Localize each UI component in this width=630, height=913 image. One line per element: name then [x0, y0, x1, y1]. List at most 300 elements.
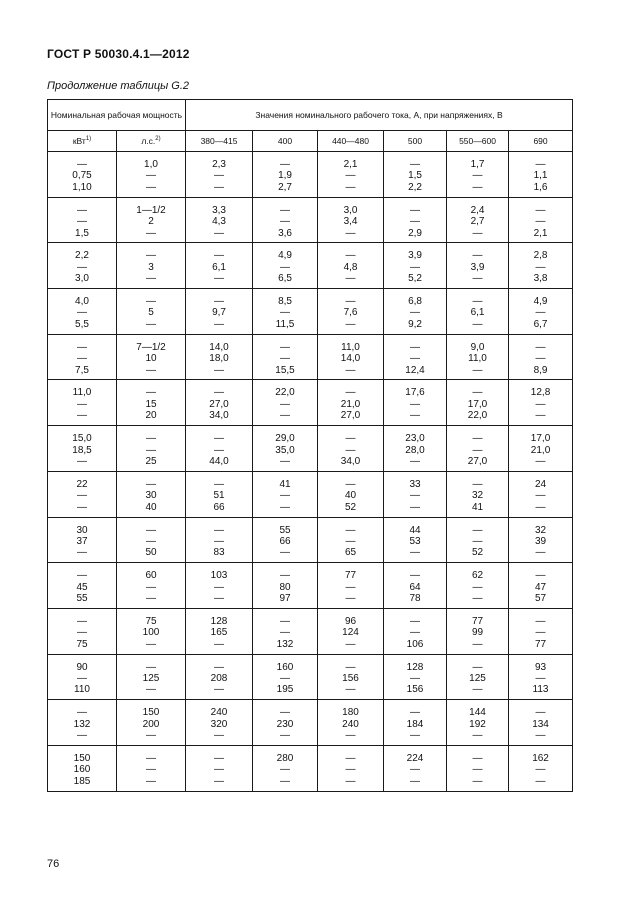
table-cell — [48, 700, 117, 746]
cell-value: — — [535, 341, 546, 353]
cell-value: — — [410, 764, 421, 776]
cell-value: 6,5 — [278, 273, 292, 285]
cell-value: 35,0 — [275, 444, 295, 456]
table-cell — [318, 745, 384, 791]
cell-value: 8,5 — [278, 296, 292, 308]
table-cell — [117, 471, 186, 517]
cell-value: — — [472, 444, 483, 456]
cell-value: — — [410, 672, 421, 684]
cell-value: — — [146, 752, 156, 764]
cell-value: — — [214, 433, 225, 445]
cell-value: 100 — [142, 627, 160, 639]
cell-value: — — [472, 535, 483, 547]
cell-value: — — [146, 170, 156, 182]
table-cell — [117, 334, 186, 380]
cell-value: — — [146, 433, 156, 445]
cell-value: 29,0 — [275, 433, 295, 445]
cell-value: — — [410, 547, 421, 559]
cell-value: 5 — [148, 307, 154, 319]
cell-value: — — [214, 250, 225, 262]
cell-value: — — [535, 627, 546, 639]
cell-value: — — [214, 524, 225, 536]
cell-value: — — [214, 775, 225, 787]
cell-value: 2,7 — [470, 216, 485, 228]
cell-value: — — [410, 353, 421, 365]
table-cell — [186, 197, 253, 243]
cell-value: 8,9 — [533, 364, 548, 376]
cell-value: — — [146, 661, 156, 673]
cell-value: — — [146, 524, 156, 536]
cell-value: 1,0 — [144, 159, 158, 170]
cell-value: — — [77, 501, 87, 513]
cell-value: 3,9 — [408, 250, 422, 262]
table-cell — [48, 152, 117, 198]
cell-value: 103 — [210, 570, 228, 582]
cell-value: 6,1 — [212, 261, 226, 273]
cell-value: — — [280, 204, 291, 216]
cell-value: — — [535, 410, 546, 422]
cell-value: 66 — [213, 501, 225, 513]
table-cell — [384, 471, 447, 517]
cell-value: — — [77, 455, 87, 467]
cell-value: — — [345, 296, 356, 308]
table-row — [48, 654, 573, 700]
cell-value: — — [345, 250, 356, 262]
cell-value: 27,0 — [467, 455, 488, 467]
cell-value: — — [345, 764, 356, 776]
cell-value: — — [410, 398, 421, 410]
kw-label: кВт — [72, 136, 86, 146]
cell-value: — — [345, 730, 356, 742]
cell-value: 0,75 — [72, 170, 92, 182]
cell-value: 50 — [145, 547, 157, 559]
table-cell — [253, 380, 318, 426]
cell-value: — — [214, 581, 225, 593]
cell-value: 66 — [279, 535, 291, 547]
table-cell — [117, 654, 186, 700]
cell-value: — — [410, 159, 421, 170]
cell-value: 150 — [142, 707, 160, 719]
cell-value: 7,5 — [75, 364, 89, 376]
cell-value: 15,0 — [72, 433, 92, 445]
table-cell — [48, 243, 117, 289]
cell-value: 160 — [73, 764, 91, 776]
cell-value: 132 — [73, 718, 91, 730]
cell-value: 1,6 — [533, 181, 548, 193]
cell-value: — — [535, 159, 546, 170]
cell-value: — — [214, 273, 225, 285]
table-cell — [447, 608, 509, 654]
cell-value: — — [472, 273, 483, 285]
cell-value: — — [214, 296, 225, 308]
cell-value: — — [345, 387, 356, 399]
cell-value: 1,10 — [72, 181, 92, 193]
cell-value: 41 — [471, 501, 484, 513]
page-number: 76 — [47, 858, 60, 870]
cell-value: 180 — [342, 707, 359, 719]
cell-value: — — [214, 661, 225, 673]
cell-value: — — [535, 261, 546, 273]
cell-value: — — [146, 227, 156, 239]
cell-value: — — [345, 227, 356, 239]
cell-value: — — [472, 387, 483, 399]
table-cell — [186, 517, 253, 563]
cell-value: 240 — [342, 718, 359, 730]
table-cell — [48, 289, 117, 335]
cell-value: 162 — [532, 752, 549, 764]
cell-value: — — [345, 581, 356, 593]
cell-value: — — [146, 775, 156, 787]
table-cell — [318, 608, 384, 654]
table-cell — [318, 152, 384, 198]
cell-value: — — [146, 387, 156, 399]
cell-value: — — [345, 444, 356, 456]
cell-value: 17,6 — [405, 387, 425, 399]
cell-value: — — [77, 410, 87, 422]
table-cell — [447, 745, 509, 791]
table-row — [48, 197, 573, 243]
cell-value: 3,0 — [75, 273, 89, 285]
cell-value: — — [214, 478, 225, 490]
cell-value: 15 — [145, 398, 157, 410]
hp-column-header — [117, 131, 186, 152]
cell-value: 134 — [532, 718, 549, 730]
cell-value: 41 — [279, 478, 291, 490]
cell-value: — — [472, 181, 483, 193]
cell-value: 93 — [534, 661, 547, 673]
table-cell — [509, 563, 573, 609]
table-cell — [318, 471, 384, 517]
cell-value: 160 — [276, 661, 294, 673]
cell-value: 37 — [76, 535, 88, 547]
cell-value: — — [472, 730, 483, 742]
cell-value: — — [535, 615, 546, 627]
cell-value: 30 — [145, 490, 157, 502]
cell-value: — — [214, 181, 225, 193]
table-caption: Продолжение таблицы G.2 — [47, 80, 189, 92]
cell-value: 27,0 — [340, 410, 361, 422]
cell-value: 11,0 — [468, 353, 487, 365]
table-row — [48, 517, 573, 563]
cell-value: 45 — [76, 581, 88, 593]
cell-value: 18,0 — [209, 353, 229, 365]
cell-value: — — [77, 615, 87, 627]
table-cell — [117, 700, 186, 746]
cell-value: 1,7 — [470, 159, 485, 170]
cell-value: — — [345, 684, 356, 696]
cell-value: — — [472, 593, 483, 604]
cell-value: — — [280, 730, 291, 742]
cell-value: 156 — [406, 684, 424, 696]
table-cell — [509, 152, 573, 198]
table-row — [48, 700, 573, 746]
cell-value: 5,2 — [408, 273, 422, 285]
cell-value: — — [472, 661, 483, 673]
current-table — [47, 99, 573, 792]
table-cell — [253, 654, 318, 700]
cell-value: 23,0 — [405, 433, 425, 445]
cell-value: 4,8 — [343, 261, 358, 273]
table-cell — [186, 745, 253, 791]
table-cell — [447, 426, 509, 472]
cell-value: — — [345, 364, 356, 376]
cell-value: — — [280, 307, 291, 319]
voltage-header-4: 500 — [384, 131, 447, 152]
cell-value: 3,3 — [212, 204, 226, 216]
hp-footnote-mark: 2) — [155, 136, 161, 143]
cell-value: — — [214, 764, 225, 776]
cell-value: — — [280, 570, 291, 582]
table-cell — [318, 289, 384, 335]
cell-value: 77 — [534, 638, 547, 650]
cell-value: 55 — [76, 593, 88, 604]
cell-value: 192 — [469, 718, 486, 730]
cell-value: 185 — [73, 775, 91, 787]
table-cell — [384, 700, 447, 746]
table-cell — [117, 152, 186, 198]
cell-value: 17,0 — [467, 398, 488, 410]
cell-value: — — [280, 615, 291, 627]
cell-value: 34,0 — [209, 410, 229, 422]
cell-value: — — [345, 752, 356, 764]
table-cell — [447, 380, 509, 426]
cell-value: 21,0 — [340, 398, 361, 410]
cell-value: 57 — [534, 593, 547, 604]
table-row — [48, 426, 573, 472]
cell-value: — — [410, 627, 421, 639]
cell-value: 165 — [210, 627, 228, 639]
cell-value: — — [535, 672, 546, 684]
table-cell — [186, 243, 253, 289]
cell-value: 2,7 — [278, 181, 292, 193]
cell-value: 75 — [76, 638, 88, 650]
table-cell — [117, 517, 186, 563]
cell-value: 75 — [145, 615, 157, 627]
cell-value: — — [146, 764, 156, 776]
document-title: ГОСТ Р 50030.4.1—2012 — [47, 47, 190, 61]
table-row — [48, 563, 573, 609]
cell-value: 320 — [210, 718, 228, 730]
voltage-header-5: 550—600 — [447, 131, 509, 152]
cell-value: — — [472, 478, 483, 490]
table-cell — [509, 334, 573, 380]
cell-value: — — [472, 638, 483, 650]
cell-value: 52 — [344, 501, 357, 513]
cell-value: 144 — [469, 707, 486, 719]
table-cell — [318, 517, 384, 563]
cell-value: 2,4 — [470, 204, 485, 216]
table-cell — [509, 654, 573, 700]
cell-value: 2,1 — [533, 227, 548, 239]
cell-value: — — [410, 410, 421, 422]
cell-value: — — [535, 216, 546, 228]
cell-value: — — [472, 296, 483, 308]
cell-value: — — [345, 478, 356, 490]
table-cell — [253, 243, 318, 289]
cell-value: 28,0 — [405, 444, 425, 456]
cell-value: 27,0 — [209, 398, 229, 410]
cell-value: — — [77, 341, 87, 353]
table-cell — [186, 471, 253, 517]
cell-value: — — [535, 707, 546, 719]
table-cell — [117, 426, 186, 472]
cell-value: — — [214, 318, 225, 330]
cell-value: — — [280, 764, 291, 776]
table-cell — [48, 197, 117, 243]
cell-value: — — [146, 296, 156, 308]
cell-value: 11,5 — [275, 318, 295, 330]
cell-value: 113 — [532, 684, 549, 696]
table-cell — [117, 745, 186, 791]
table-cell — [509, 243, 573, 289]
cell-value: 2 — [148, 216, 154, 228]
cell-value: — — [535, 775, 546, 787]
cell-value: 3,4 — [343, 216, 358, 228]
table-cell — [384, 243, 447, 289]
cell-value: 200 — [142, 718, 160, 730]
table-cell — [186, 152, 253, 198]
cell-value: 90 — [76, 661, 88, 673]
cell-value: 22 — [76, 478, 88, 490]
table-cell — [318, 243, 384, 289]
cell-value: 125 — [142, 672, 160, 684]
cell-value: 124 — [342, 627, 359, 639]
cell-value: — — [280, 627, 291, 639]
table-cell — [117, 289, 186, 335]
cell-value: 47 — [534, 581, 547, 593]
cell-value: 12,8 — [530, 387, 551, 399]
cell-value: 2,2 — [408, 181, 422, 193]
cell-value: 6,7 — [533, 318, 548, 330]
cell-value: 9,2 — [408, 318, 422, 330]
cell-value: — — [77, 627, 87, 639]
table-cell — [117, 243, 186, 289]
table-row — [48, 745, 573, 791]
table-cell — [253, 471, 318, 517]
cell-value: 39 — [534, 535, 547, 547]
cell-value: 9,0 — [470, 341, 485, 353]
cell-value: — — [146, 684, 156, 696]
cell-value: 24 — [534, 478, 547, 490]
cell-value: — — [280, 261, 291, 273]
cell-value: — — [146, 181, 156, 193]
cell-value: 14,0 — [209, 341, 229, 353]
cell-value: — — [410, 261, 421, 273]
table-cell — [186, 700, 253, 746]
cell-value: — — [146, 444, 156, 456]
cell-value: 32 — [471, 490, 484, 502]
cell-value: — — [77, 398, 87, 410]
cell-value: — — [410, 707, 421, 719]
cell-value: 2,1 — [343, 159, 358, 170]
table-cell — [253, 517, 318, 563]
cell-value: — — [214, 227, 225, 239]
cell-value: — — [472, 170, 483, 182]
cell-value: 5,5 — [75, 318, 89, 330]
cell-value: 18,5 — [72, 444, 92, 456]
cell-value: — — [472, 250, 483, 262]
table-cell — [186, 380, 253, 426]
cell-value: 11,0 — [341, 341, 360, 353]
table-cell — [186, 334, 253, 380]
cell-value: 40 — [344, 490, 357, 502]
cell-value: 150 — [73, 752, 91, 764]
cell-value: — — [345, 593, 356, 604]
cell-value: 106 — [406, 638, 424, 650]
cell-value: — — [345, 524, 356, 536]
cell-value: — — [280, 159, 291, 170]
hp-label: л.с. — [141, 136, 156, 146]
table-cell — [48, 426, 117, 472]
cell-value: 2,2 — [75, 250, 89, 262]
cell-value: — — [472, 364, 483, 376]
table-cell — [48, 334, 117, 380]
cell-value: — — [410, 501, 421, 513]
table-cell — [509, 380, 573, 426]
cell-value: 128 — [210, 615, 228, 627]
table-cell — [253, 289, 318, 335]
cell-value: — — [472, 775, 483, 787]
table-cell — [509, 517, 573, 563]
cell-value: 12,4 — [405, 364, 425, 376]
cell-value: 4,0 — [75, 296, 89, 308]
cell-value: — — [345, 170, 356, 182]
cell-value: 7—1/2 — [136, 341, 166, 353]
table-cell — [384, 380, 447, 426]
cell-value: 44 — [409, 524, 421, 536]
cell-value: — — [280, 501, 291, 513]
cell-value: 51 — [213, 490, 225, 502]
table-row — [48, 243, 573, 289]
table-cell — [509, 471, 573, 517]
cell-value: — — [77, 353, 87, 365]
cell-value: 3,8 — [533, 273, 548, 285]
cell-value: — — [280, 410, 291, 422]
cell-value: — — [280, 398, 291, 410]
table-cell — [447, 243, 509, 289]
table-cell — [48, 517, 117, 563]
cell-value: — — [214, 364, 225, 376]
cell-value: — — [214, 444, 225, 456]
table-cell — [117, 380, 186, 426]
table-cell — [384, 152, 447, 198]
cell-value: 3,9 — [470, 261, 485, 273]
table-cell — [384, 745, 447, 791]
cell-value: 83 — [213, 547, 225, 559]
cell-value: 78 — [409, 593, 421, 604]
cell-value: — — [535, 307, 546, 319]
cell-value: — — [77, 159, 87, 170]
table-cell — [48, 745, 117, 791]
cell-value: 32 — [534, 524, 547, 536]
cell-value: 44,0 — [209, 455, 229, 467]
table-cell — [447, 152, 509, 198]
table-cell — [509, 289, 573, 335]
cell-value: 230 — [276, 718, 294, 730]
table-cell — [318, 700, 384, 746]
cell-value: — — [214, 387, 225, 399]
cell-value: — — [535, 501, 546, 513]
table-cell — [384, 197, 447, 243]
current-group-header: Значения номинального рабочего тока, А, при напряжениях, В — [186, 100, 573, 131]
table-body — [48, 152, 573, 792]
cell-value: 22,0 — [467, 410, 488, 422]
cell-value: 3,6 — [278, 227, 292, 239]
cell-value: 224 — [406, 752, 424, 764]
cell-value: — — [280, 216, 291, 228]
table-cell — [384, 426, 447, 472]
cell-value: — — [214, 638, 225, 650]
